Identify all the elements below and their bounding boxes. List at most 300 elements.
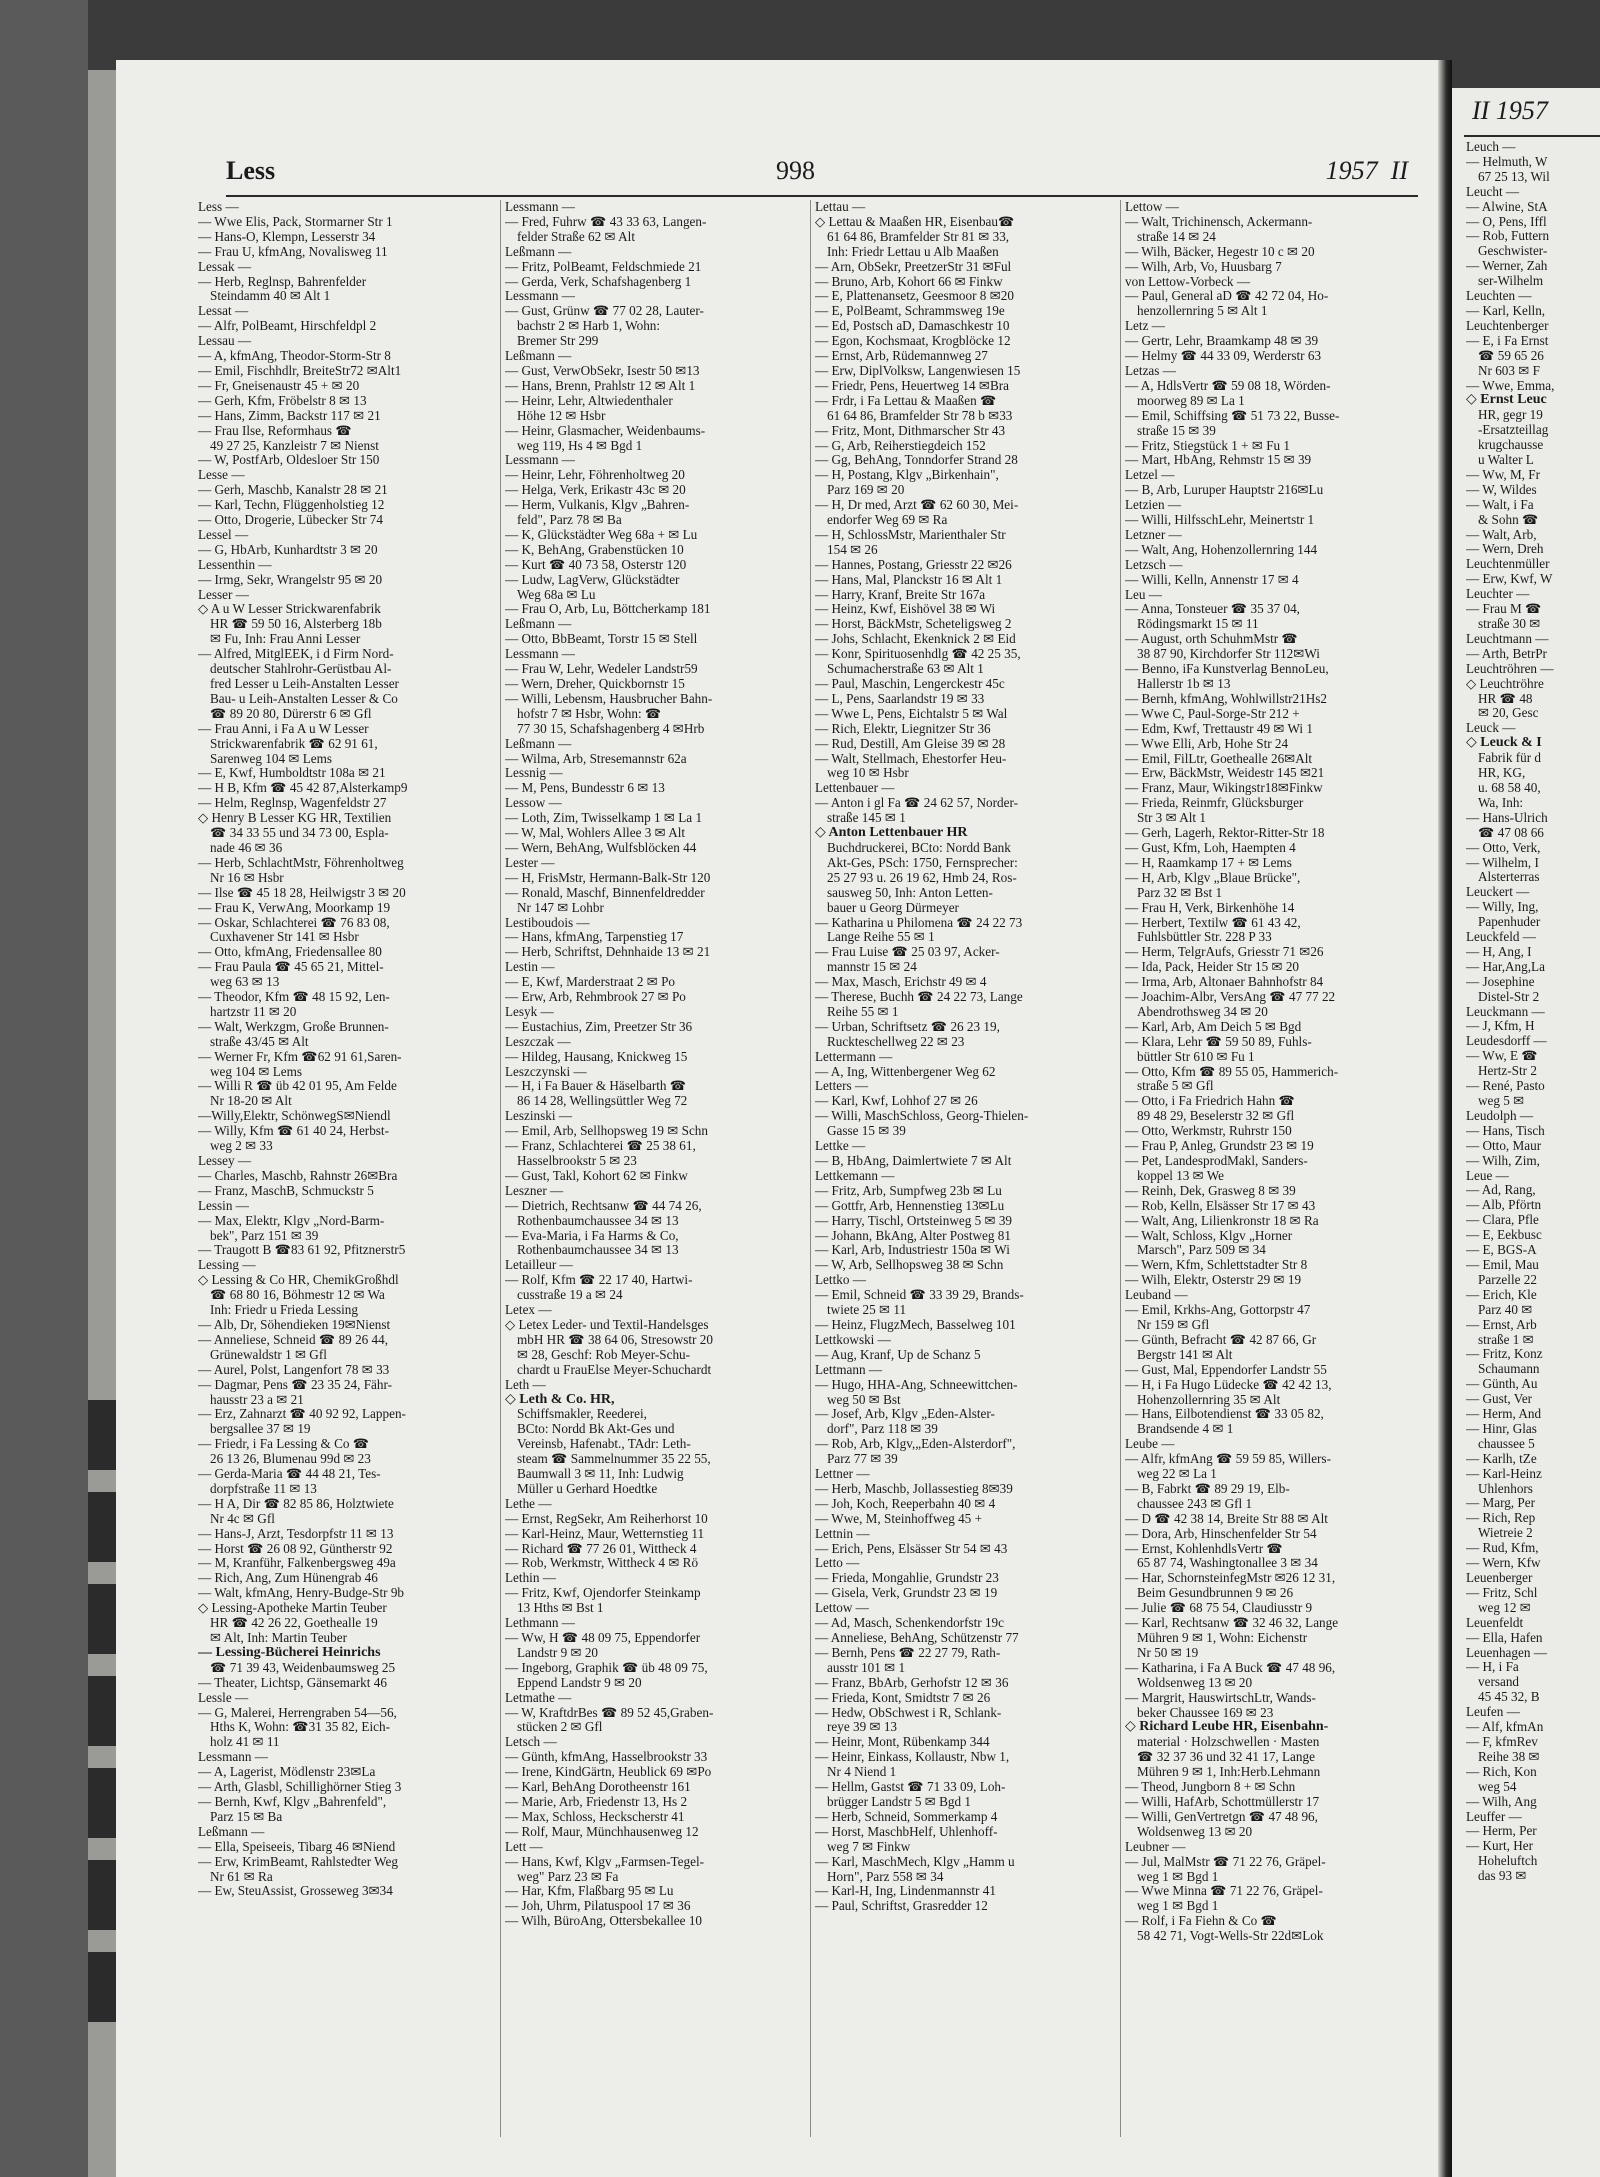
directory-entry-line: Parz 15 ✉ Ba [210, 1809, 283, 1824]
directory-entry-line: steam ☎ Sammelnummer 35 22 55, [517, 1452, 711, 1467]
directory-entry-line: Müller u Gerhard Hoedtke [517, 1481, 658, 1496]
directory-entry-line: — Irene, KindGärtn, Heublick 69 ✉Po [505, 1765, 712, 1780]
directory-entry-line: — Eva-Maria, i Fa Harms & Co, [505, 1228, 679, 1243]
directory-entry-line: — Jul, MalMstr ☎ 71 22 76, Gräpel- [1125, 1854, 1326, 1869]
directory-entry-line: Lesyk — [505, 1004, 554, 1019]
directory-entry-line: weg 54 [1478, 1779, 1517, 1794]
directory-entry-line: — René, Pasto [1466, 1079, 1545, 1094]
directory-entry-line: — Katharina, i Fa A Buck ☎ 47 48 96, [1125, 1660, 1336, 1675]
directory-entry-line: — Karl, MaschMech, Klgv „Hamm u [815, 1854, 1015, 1869]
directory-entry-line: — Werner, Zah [1466, 259, 1548, 274]
directory-entry-line: — O, Pens, Iffl [1466, 214, 1547, 229]
directory-entry-line: — Gerh, Kfm, Fröbelstr 8 ✉ 13 [198, 393, 367, 408]
directory-entry-line: reye 39 ✉ 13 [827, 1720, 898, 1735]
directory-entry-line: — Wern, Dreher, Quickbornstr 15 [505, 677, 685, 691]
directory-entry-line: Lesser — [198, 587, 249, 602]
directory-entry-line: — Karl, Kwf, Lohhof 27 ✉ 26 [815, 1094, 978, 1109]
directory-entry-line: — Rob, Arb, Klgv,„Eden-Alsterdorf", [815, 1437, 1016, 1452]
directory-entry-line: — Klara, Lehr ☎ 59 50 89, Fuhls- [1125, 1034, 1312, 1049]
directory-entry-line: — Hans-J, Arzt, Tesdorpfstr 11 ✉ 13 [198, 1526, 394, 1541]
directory-entry-line: HR, gegr 19 [1478, 408, 1543, 423]
directory-entry-line: Lessey — [198, 1154, 252, 1168]
directory-entry-line: Leuck — [1466, 721, 1516, 736]
directory-entry-line: deutscher Stahlrohr-Gerüstbau Al- [210, 662, 392, 677]
directory-entry-line: — Frau U, kfmAng, Novalisweg 11 [198, 244, 388, 259]
directory-entry-line: Leszczynski — [505, 1064, 587, 1079]
directory-entry-line: — Reinh, Dek, Grasweg 8 ✉ 39 [1125, 1183, 1296, 1198]
adjacent-page [1452, 88, 1600, 2177]
directory-entry-line: Lettke — [815, 1139, 866, 1154]
directory-entry-line: 61 64 86, Bramfelder Str 78 b ✉33 [827, 408, 1013, 423]
directory-entry-line: 86 14 28, Wellingsüttler Weg 72 [517, 1094, 688, 1109]
directory-entry-line: — Wwe, M, Steinhoffweg 45 + [815, 1511, 983, 1526]
directory-entry-line: versand [1478, 1675, 1520, 1690]
directory-entry-line: — H, i Fa Hugo Lüdecke ☎ 42 42 13, [1125, 1377, 1332, 1392]
directory-entry-line: — Lessing-Bücherei Heinrichs [198, 1645, 381, 1660]
directory-entry-line: — Hans, Kwf, Klgv „Farmsen-Tegel- [505, 1854, 705, 1869]
directory-entry-line: — Helmuth, W [1466, 154, 1548, 169]
directory-entry-line: — Gottfr, Arb, Hennenstieg 13✉Lu [815, 1198, 1005, 1213]
adjacent-column [1466, 140, 1600, 1884]
directory-entry-line: Lessat — [198, 304, 249, 319]
directory-entry-line: Leuenfeldt [1466, 1615, 1524, 1630]
directory-entry-line: — E, Kwf, Marderstraat 2 ✉ Po [505, 975, 675, 990]
directory-entry-line: Parz 32 ✉ Bst 1 [1137, 885, 1223, 900]
directory-entry-line: — Walt, Arb, [1466, 527, 1537, 542]
directory-entry-line: ◇ Richard Leube HR, Eisenbahn- [1125, 1720, 1329, 1735]
directory-entry-line: — Heinz, Kwf, Eishövel 38 ✉ Wi [815, 602, 996, 617]
directory-entry-line: Lestiboudois — [505, 915, 590, 930]
directory-entry-line: ✉ 28, Geschf: Rob Meyer-Schu- [517, 1347, 691, 1362]
directory-entry-line: cusstraße 19 a ✉ 24 [517, 1288, 623, 1303]
directory-entry-line: Leucht — [1466, 184, 1520, 199]
directory-entry-line: — Gust, Ver [1466, 1392, 1533, 1407]
directory-entry-line: — Irmg, Sekr, Wrangelstr 95 ✉ 20 [198, 572, 383, 587]
directory-entry-line: u. 68 58 40, [1478, 780, 1541, 795]
directory-entry-line: — Erw, Kwf, W [1466, 572, 1553, 587]
directory-entry-line: ◇ Ernst Leuc [1466, 393, 1547, 408]
directory-entry-line: — Edm, Kwf, Trettaustr 49 ✉ Wi 1 [1125, 721, 1313, 736]
directory-entry-line: — Rolf, i Fa Fiehn & Co ☎ [1125, 1914, 1277, 1929]
directory-entry-line: — Hedw, ObSchwest i R, Schlank- [815, 1705, 1002, 1720]
directory-entry-line: Inh: Friedr u Frieda Lessing [210, 1303, 358, 1318]
directory-entry-line: — Franz, Schlachterei ☎ 25 38 61, [505, 1139, 696, 1154]
columns [198, 200, 1420, 2137]
directory-entry-line: — Günth, kfmAng, Hasselbrookstr 33 [505, 1750, 708, 1765]
directory-entry-line: dorpfstraße 11 ✉ 13 [210, 1481, 317, 1496]
directory-entry-line: stücken 2 ✉ Gfl [517, 1720, 603, 1735]
directory-entry-line: koppel 13 ✉ We [1137, 1168, 1225, 1183]
directory-entry-line: — Josef, Arb, Klgv „Eden-Alster- [815, 1407, 995, 1422]
directory-entry-line: Wa, Inh: [1478, 795, 1524, 810]
directory-entry-line: — Herm, And [1466, 1407, 1542, 1422]
directory-entry-line: Reihe 55 ✉ 1 [827, 1004, 899, 1019]
directory-entry-line: — Rolf, Kfm ☎ 22 17 40, Hartwi- [505, 1273, 693, 1288]
directory-entry-line: Lettenbauer — [815, 781, 895, 796]
directory-entry-line: Leuffer — [1466, 1809, 1522, 1824]
directory-entry-line: chardt u FrauElse Meyer-Schuchardt [517, 1362, 712, 1377]
directory-entry-line: — W, Arb, Sellhopsweg 38 ✉ Schn [815, 1258, 1004, 1273]
directory-entry-line: Uhlenhors [1478, 1481, 1533, 1496]
directory-entry-line: — Ew, SteuAssist, Grosseweg 3✉34 [198, 1884, 393, 1899]
directory-entry-line: — Franz, MaschB, Schmuckstr 5 [198, 1183, 374, 1198]
directory-entry-line: mannstr 15 ✉ 24 [827, 960, 917, 975]
directory-entry-line: — Hellm, Gastst ☎ 71 33 09, Loh- [815, 1780, 1006, 1795]
directory-entry-line: HR, KG, [1478, 766, 1526, 781]
directory-entry-line: — Loth, Zim, Twisselkamp 1 ✉ La 1 [505, 811, 703, 826]
directory-entry-line: Lettnin — [815, 1526, 870, 1541]
directory-entry-line: — Emil, FilLtr, Goethealle 26✉Alt [1125, 751, 1313, 766]
directory-entry-line: — Alf, kfmAn [1466, 1720, 1544, 1735]
directory-entry-line: — Irma, Arb, Altonaer Bahnhofstr 84 [1125, 975, 1324, 990]
directory-entry-line: ☎ 89 20 80, Dürerstr 6 ✉ Gfl [210, 706, 372, 721]
directory-entry-line: ser-Wilhelm [1478, 274, 1544, 289]
directory-entry-line: — Gust, Grünw ☎ 77 02 28, Lauter- [505, 304, 704, 319]
directory-entry-line: — Fritz, Konz [1466, 1347, 1543, 1362]
directory-entry-line: — Harry, Kranf, Breite Str 167a [815, 587, 986, 602]
directory-entry-line: — Otto, Verk, [1466, 840, 1541, 855]
directory-entry-line: — Fritz, Kwf, Ojendorfer Steinkamp [505, 1586, 701, 1601]
directory-entry-line: Letters — [815, 1079, 869, 1094]
directory-entry-line: Lessnig — [505, 766, 563, 781]
directory-entry-line: — Fred, Fuhrw ☎ 43 33 63, Langen- [505, 214, 707, 229]
directory-entry-line: — Emil, Arb, Sellhopsweg 19 ✉ Schn [505, 1124, 708, 1139]
directory-entry-line: — D ☎ 42 38 14, Breite Str 88 ✉ Alt [1125, 1511, 1328, 1526]
directory-entry-line: Parzelle 22 [1478, 1272, 1537, 1287]
directory-entry-line: Leuckfeld — [1466, 930, 1536, 945]
directory-entry-line: — Alfr, kfmAng ☎ 59 59 85, Willers- [1125, 1452, 1331, 1467]
directory-entry-line: — Ww, H ☎ 48 09 75, Eppendorfer [505, 1631, 701, 1645]
directory-entry-line: — Horst, BäckMstr, Scheteligsweg 2 [815, 617, 1012, 632]
directory-entry-line: — Alfr, PolBeamt, Hirschfeldpl 2 [198, 319, 377, 334]
directory-entry-line: — Frau W, Lehr, Wedeler Landstr59 [505, 662, 698, 677]
directory-entry-line: Buchdruckerei, BCto: Nordd Bank [827, 840, 1011, 855]
directory-entry-line: Lessle — [198, 1690, 249, 1705]
directory-entry-line: — Emil, Fischhdlr, BreiteStr72 ✉Alt1 [198, 363, 402, 378]
directory-entry-line: — Willy, Ing, [1466, 900, 1539, 915]
directory-entry-line: Letsch — [505, 1735, 557, 1750]
directory-entry-line: & Sohn ☎ [1478, 512, 1539, 527]
directory-entry-line: Lessow — [505, 796, 562, 811]
directory-entry-line: — B, HbAng, Daimlertwiete 7 ✉ Alt [815, 1154, 1012, 1168]
directory-entry-line: — Hans, kfmAng, Tarpenstieg 17 [505, 930, 684, 945]
directory-entry-line: Abendrothsweg 34 ✉ 20 [1137, 1004, 1268, 1019]
directory-entry-line: Fuhlsbüttler Str. 228 P 33 [1137, 930, 1272, 945]
directory-entry-line: — Pet, LandesprodMakl, Sanders- [1125, 1154, 1308, 1168]
directory-entry-line: — Erz, Zahnarzt ☎ 40 92 92, Lappen- [198, 1407, 406, 1422]
directory-entry-line: 65 87 74, Washingtonallee 3 ✉ 34 [1137, 1556, 1318, 1571]
directory-entry-line: — Günth, Befracht ☎ 42 87 66, Gr [1125, 1332, 1317, 1347]
directory-entry-line: — Gerh, Maschb, Kanalstr 28 ✉ 21 [198, 483, 388, 498]
directory-page [116, 60, 1438, 2177]
directory-entry-line: Schiffsmakler, Reederei, [517, 1407, 647, 1422]
directory-entry-line: Lethmann — [505, 1616, 575, 1631]
directory-entry-line: — Katharina u Philomena ☎ 24 22 73 [815, 915, 1023, 930]
directory-entry-line: Lessak — [198, 259, 252, 274]
directory-entry-line: — Hans, Tisch [1466, 1123, 1545, 1138]
directory-entry-line: — Ilse ☎ 45 18 28, Heilwigstr 3 ✉ 20 [198, 885, 406, 900]
directory-entry-line: bauer u Georg Dürmeyer [827, 900, 959, 915]
directory-entry-line: — Willi, Kelln, Annenstr 17 ✉ 4 [1125, 572, 1299, 587]
directory-entry-line: — Gertr, Lehr, Braamkamp 48 ✉ 39 [1125, 334, 1319, 349]
directory-entry-line: — Gisela, Verk, Grundstr 23 ✉ 19 [815, 1586, 998, 1601]
directory-entry-line: feld", Parz 78 ✉ Ba [517, 513, 622, 528]
directory-entry-line: — Wern, BehAng, Wulfsblöcken 44 [505, 840, 697, 855]
directory-entry-line: ✉ Alt, Inh: Martin Teuber [210, 1631, 347, 1645]
directory-entry-line: — Heinr, Glasmacher, Weidenbaums- [505, 423, 706, 438]
directory-entry-line: — Joh, Koch, Reeperbahn 40 ✉ 4 [815, 1496, 996, 1511]
directory-entry-line: Letzner — [1125, 527, 1182, 542]
directory-entry-line: Letto — [815, 1556, 860, 1571]
directory-entry-line: Distel-Str 2 [1478, 989, 1540, 1004]
directory-entry-line: Less — [198, 200, 239, 214]
directory-entry-line: — Horst, MaschbHelf, Uhlenhoff- [815, 1824, 998, 1839]
directory-entry-line: Papenhuder [1478, 915, 1541, 930]
directory-entry-line: — G, Arb, Reiherstiegdeich 152 [815, 438, 986, 453]
directory-entry-line: das 93 ✉ [1478, 1869, 1527, 1884]
directory-entry-line: Lessau — [198, 334, 252, 349]
directory-entry-line: 26 13 26, Blumenau 99d ✉ 23 [210, 1452, 371, 1467]
directory-entry-line: — Otto, kfmAng, Friedensallee 80 [198, 945, 382, 960]
directory-entry-line: — Gerh, Lagerh, Rektor-Ritter-Str 18 [1125, 826, 1325, 841]
directory-entry-line: — Karl, Arb, Am Deich 5 ✉ Bgd [1125, 1019, 1302, 1034]
directory-entry-line: — Franz, Maur, Wikingstr18✉Finkw [1125, 781, 1323, 796]
directory-entry-line: — Gg, BehAng, Tonndorfer Strand 28 [815, 453, 1018, 468]
directory-entry-line: Letzel — [1125, 468, 1175, 483]
directory-entry-line: — Frau Luise ☎ 25 03 97, Acker- [815, 945, 1000, 960]
directory-entry-line: Lethe — [505, 1496, 552, 1511]
directory-entry-line: Beim Gesundbrunnen 9 ✉ 26 [1137, 1586, 1294, 1601]
binding-marks [88, 1400, 116, 2100]
directory-entry-line: — Gerda-Maria ☎ 44 48 21, Tes- [198, 1467, 381, 1482]
directory-entry-line: — Herbert, Textilw ☎ 61 43 42, [1125, 915, 1301, 930]
directory-entry-line: — Ingeborg, Graphik ☎ üb 48 09 75, [505, 1660, 708, 1675]
directory-entry-line: Lessmann — [198, 1750, 268, 1765]
directory-entry-line: — Ronald, Maschf, Binnenfeldredder [505, 885, 705, 900]
directory-entry-line: weg" Parz 23 ✉ Fa [517, 1869, 619, 1884]
directory-entry-line: — Rich, Ang, Zum Hünengrab 46 [198, 1571, 378, 1586]
directory-entry-line: Rothenbaumchaussee 34 ✉ 13 [517, 1243, 679, 1258]
directory-entry-line: 25 27 93 u. 26 19 62, Hmb 24, Ros- [827, 870, 1017, 885]
directory-entry-line: — Wern, Dreh [1466, 542, 1544, 557]
directory-entry-line: ✉ Fu, Inh: Frau Anni Lesser [210, 632, 361, 647]
directory-entry-line: Leszner — [505, 1183, 564, 1198]
directory-entry-line: — H, Arb, Klgv „Blaue Brücke", [1125, 870, 1301, 885]
directory-entry-line: — Ernst, RegSekr, Am Reiherhorst 10 [505, 1511, 708, 1526]
directory-entry-line: — Charles, Maschb, Rahnstr 26✉Bra [198, 1168, 398, 1183]
directory-entry-line: Lange Reihe 55 ✉ 1 [827, 930, 935, 945]
directory-entry-line: — H, i Fa [1466, 1660, 1519, 1675]
directory-entry-line: — Egon, Kochsmaat, Krogblöcke 12 [815, 334, 1011, 349]
directory-entry-line: weg 12 ✉ [1478, 1600, 1531, 1615]
directory-entry-line: chaussee 5 [1478, 1436, 1535, 1451]
directory-entry-line: straße 145 ✉ 1 [827, 811, 906, 826]
directory-entry-line: — Joh, Uhrm, Pilatuspool 17 ✉ 36 [505, 1899, 691, 1914]
directory-entry-line: — Ed, Postsch aD, Damaschkestr 10 [815, 319, 1010, 334]
directory-entry-line: — Har, SchornsteinfegMstr ✉26 12 31, [1125, 1571, 1336, 1586]
directory-entry-line: — Wilh, Bäcker, Hegestr 10 c ✉ 20 [1125, 244, 1315, 259]
directory-entry-line: — Bernh, kfmAng, Wohlwillstr21Hs2 [1125, 691, 1327, 706]
directory-entry-line: Lessin — [198, 1198, 249, 1213]
directory-entry-line: — Har, Kfm, Flaßbarg 95 ✉ Lu [505, 1884, 674, 1899]
directory-entry-line: weg 10 ✉ Hsbr [827, 766, 909, 781]
directory-entry-line: — Emil, Mau [1466, 1257, 1539, 1272]
directory-entry-line: — H, Dr med, Arzt ☎ 62 60 30, Mei- [815, 498, 1019, 513]
directory-entry-line: — Otto, Kfm ☎ 89 55 05, Hammerich- [1125, 1064, 1339, 1079]
directory-entry-line: straße 43/45 ✉ Alt [210, 1034, 309, 1049]
directory-entry-line: — Heinz, FlugzMech, Basselweg 101 [815, 1317, 1016, 1332]
directory-entry-line: Hallerstr 1b ✉ 13 [1137, 677, 1231, 691]
directory-entry-line: straße 15 ✉ 39 [1137, 423, 1216, 438]
directory-entry-line: ausstr 101 ✉ 1 [827, 1660, 906, 1675]
directory-entry-line: — Benno, iFa Kunstverlag BennoLeu, [1125, 662, 1329, 677]
directory-entry-line: — Rob, Futtern [1466, 229, 1550, 244]
directory-entry-line: büttler Str 610 ✉ Fu 1 [1137, 1049, 1255, 1064]
directory-entry-line: — Hans-O, Klempn, Lesserstr 34 [198, 229, 376, 244]
directory-entry-line: weg 5 ✉ [1478, 1094, 1525, 1108]
directory-entry-line: — Willi, MaschSchloss, Georg-Thielen- [815, 1109, 1029, 1124]
running-head: Less [226, 156, 276, 185]
directory-entry-line: Leu — [1125, 587, 1162, 602]
directory-entry-line: — Max, Masch, Erichstr 49 ✉ 4 [815, 975, 987, 990]
directory-entry-line: — Frieda, Kont, Smidtstr 7 ✉ 26 [815, 1690, 991, 1705]
directory-entry-line: Bremer Str 299 [517, 334, 599, 349]
directory-entry-line: — Dagmar, Pens ☎ 23 35 24, Fähr- [198, 1377, 393, 1392]
directory-entry-line: — H A, Dir ☎ 82 85 86, Holztwiete [198, 1496, 394, 1511]
directory-entry-line: — Fritz, Stiegstück 1 + ✉ Fu 1 [1125, 438, 1291, 453]
book-gutter [1438, 60, 1452, 2177]
directory-entry-line: Leuenhagen — [1466, 1645, 1547, 1660]
directory-entry-line: — Arn, ObSekr, PreetzerStr 31 ✉Ful [815, 259, 1012, 274]
directory-entry-line: — Herb, SchlachtMstr, Föhrenholtweg [198, 855, 404, 870]
directory-entry-line: — Urban, Schriftsetz ☎ 26 23 19, [815, 1019, 1000, 1034]
directory-entry-line: — Ernst, KohlenhdlsVertr ☎ [1125, 1541, 1283, 1556]
directory-entry-line: Parz 77 ✉ 39 [827, 1452, 898, 1467]
directory-entry-line: — Fr, Gneisenaustr 45 + ✉ 20 [198, 378, 360, 393]
directory-entry-line: — Heinr, Mont, Rübenkamp 344 [815, 1735, 990, 1750]
directory-entry-line: — Willi R ☎ üb 42 01 95, Am Felde [198, 1079, 397, 1094]
directory-entry-line: Leuckert — [1466, 885, 1530, 900]
directory-entry-line: weg 50 ✉ Bst [827, 1392, 901, 1407]
directory-entry-line: Leuch — [1466, 140, 1516, 154]
directory-entry-line: Landstr 9 ✉ 20 [517, 1645, 599, 1660]
directory-entry-line: Strickwarenfabrik ☎ 62 91 61, [210, 736, 378, 751]
directory-entry-line: weg 63 ✉ 13 [210, 975, 280, 990]
directory-entry-line: — A, kfmAng, Theodor-Storm-Str 8 [198, 349, 391, 364]
directory-entry-line: — Fritz, PolBeamt, Feldschmiede 21 [505, 259, 702, 274]
directory-entry-line: — Emil, Krkhs-Ang, Gottorpstr 47 [1125, 1303, 1311, 1318]
directory-entry-line: Lesse — [198, 468, 245, 483]
directory-entry-line: dorf", Parz 118 ✉ 39 [827, 1422, 938, 1437]
directory-entry-line: weg 7 ✉ Finkw [827, 1839, 911, 1854]
directory-entry-line: — Heinr, Lehr, Föhrenholtweg 20 [505, 468, 685, 483]
directory-entry-line: Lettkowski — [815, 1332, 891, 1347]
directory-entry-line: — Helmy ☎ 44 33 09, Werderstr 63 [1125, 349, 1322, 364]
directory-entry-line: — Kurt, Her [1466, 1839, 1534, 1854]
directory-entry-line: Ruckteschellweg 22 ✉ 23 [827, 1034, 965, 1049]
directory-entry-line: — Ella, Speiseeis, Tibarg 46 ✉Niend [198, 1839, 396, 1854]
directory-entry-line: — Karl, Rechtsanw ☎ 32 46 32, Lange [1125, 1616, 1339, 1631]
directory-entry-line: Hoheluftch [1478, 1854, 1538, 1869]
adjacent-page-header: II 1957 [1472, 96, 1548, 125]
directory-entry-line: — Max, Schloss, Heckscherstr 41 [505, 1809, 685, 1824]
directory-entry-line: Woldsenweg 13 ✉ 20 [1137, 1824, 1253, 1839]
directory-entry-line: Leßmann — [505, 617, 572, 632]
directory-entry-line: Vereinsb, Hafenabt., TAdr: Leth- [517, 1437, 691, 1452]
directory-entry-line: Lestin — [505, 960, 555, 975]
directory-entry-line: — Johs, Schlacht, Ekenknick 2 ✉ Eid [815, 632, 1016, 647]
directory-entry-line: Letzas — [1125, 363, 1176, 378]
directory-entry-line: — Werner Fr, Kfm ☎62 91 61,Saren- [198, 1049, 402, 1064]
directory-entry-line: — Wwe L, Pens, Eichtalstr 5 ✉ Wal [815, 706, 1008, 721]
directory-entry-line: ◇ Lettau & Maaßen HR, Eisenbau☎ [815, 214, 1015, 229]
directory-entry-line: — Willi, Lebensm, Hausbrucher Bahn- [505, 691, 713, 706]
directory-entry-line: Lettkemann — [815, 1168, 895, 1183]
directory-entry-line: — Bernh, Kwf, Klgv „Bahrenfeld", [198, 1794, 387, 1809]
directory-entry-line: — Joachim-Albr, VersAng ☎ 47 77 22 [1125, 990, 1336, 1005]
directory-entry-line: — Eustachius, Zim, Preetzer Str 36 [505, 1019, 693, 1034]
directory-entry-line: Lessmann — [505, 289, 575, 304]
directory-entry-line: Mühren 9 ✉ 1, Wohn: Eichenstr [1137, 1631, 1308, 1645]
directory-entry-line: Lessing — [198, 1258, 256, 1273]
directory-entry-line: Leszinski — [505, 1109, 573, 1124]
directory-entry-line: Leue — [1466, 1168, 1509, 1183]
directory-entry-line: — Marg, Per [1466, 1496, 1535, 1511]
directory-entry-line: 49 27 25, Kanzleistr 7 ✉ Nienst [210, 438, 379, 453]
directory-entry-line: Bau- u Leih-Anstalten Lesser & Co [210, 691, 398, 706]
directory-entry-line: Leuband — [1125, 1288, 1188, 1303]
directory-entry-line: Sarenweg 104 ✉ Lems [210, 751, 333, 766]
directory-entry-line: Rothenbaumchaussee 34 ✉ 13 [517, 1213, 679, 1228]
directory-entry-line: — Friedr, Pens, Heuertweg 14 ✉Bra [815, 378, 1010, 393]
directory-entry-line: — Günth, Au [1466, 1377, 1538, 1392]
directory-entry-line: Reihe 38 ✉ [1478, 1749, 1540, 1764]
directory-entry-line: — Erw, BäckMstr, Weidestr 145 ✉21 [1125, 766, 1325, 781]
directory-entry-line: Str 3 ✉ Alt 1 [1137, 811, 1206, 826]
directory-entry-line: — Ww, M, Fr [1466, 467, 1540, 482]
directory-entry-line: Nr 50 ✉ 19 [1137, 1645, 1199, 1660]
directory-entry-line: 61 64 86, Bramfelder Str 81 ✉ 33, [827, 229, 1010, 244]
directory-entry-line: -Ersatzteillag [1478, 423, 1549, 438]
directory-entry-line: — Har,Ang,La [1466, 959, 1545, 974]
directory-entry-line: — Karl, Kelln, [1466, 303, 1546, 318]
directory-entry-line: Lett — [505, 1839, 543, 1854]
directory-entry-line: Nr 61 ✉ Ra [210, 1869, 273, 1884]
directory-entry-line: — Wwe C, Paul-Sorge-Str 212 + [1125, 706, 1300, 721]
directory-entry-line: beker Chaussee 169 ✉ 23 [1137, 1705, 1274, 1720]
directory-entry-line: — Walt, kfmAng, Henry-Budge-Str 9b [198, 1586, 405, 1601]
directory-entry-line: Lettmann — [815, 1362, 883, 1377]
directory-entry-line: Schumacherstraße 63 ✉ Alt 1 [827, 662, 984, 677]
adjacent-header-rule [1464, 135, 1600, 137]
directory-entry-line: — Walt, i Fa [1466, 497, 1534, 512]
directory-entry-line: — E, Eekbusc [1466, 1228, 1542, 1243]
directory-entry-line: — Heinr, Einkass, Kollaustr, Nbw 1, [815, 1750, 1010, 1765]
directory-entry-line: ◇ Lessing-Apotheke Martin Teuber [198, 1601, 387, 1616]
directory-entry-line: Leudesdorff — [1466, 1034, 1547, 1049]
directory-entry-line: — Aug, Kranf, Up de Schanz 5 [815, 1347, 981, 1362]
directory-entry-line: Lessmann — [505, 200, 575, 214]
directory-entry-line: — Anneliese, Schneid ☎ 89 26 44, [198, 1332, 389, 1347]
directory-entry-line: Woldsenweg 13 ✉ 20 [1137, 1675, 1253, 1690]
directory-entry-line: Hasselbrookstr 5 ✉ 23 [517, 1154, 637, 1168]
column-2 [500, 200, 811, 2137]
directory-entry-line: — W, Mal, Wohlers Allee 3 ✉ Alt [505, 826, 686, 841]
directory-entry-line: — M, Kranführ, Falkenbergsweg 49a [198, 1556, 396, 1571]
directory-entry-line: Hohenzollernring 35 ✉ Alt [1137, 1392, 1281, 1407]
directory-entry-line: material · Holzschwellen · Masten [1137, 1735, 1320, 1750]
directory-entry-line: — Fritz, Schl [1466, 1585, 1538, 1600]
